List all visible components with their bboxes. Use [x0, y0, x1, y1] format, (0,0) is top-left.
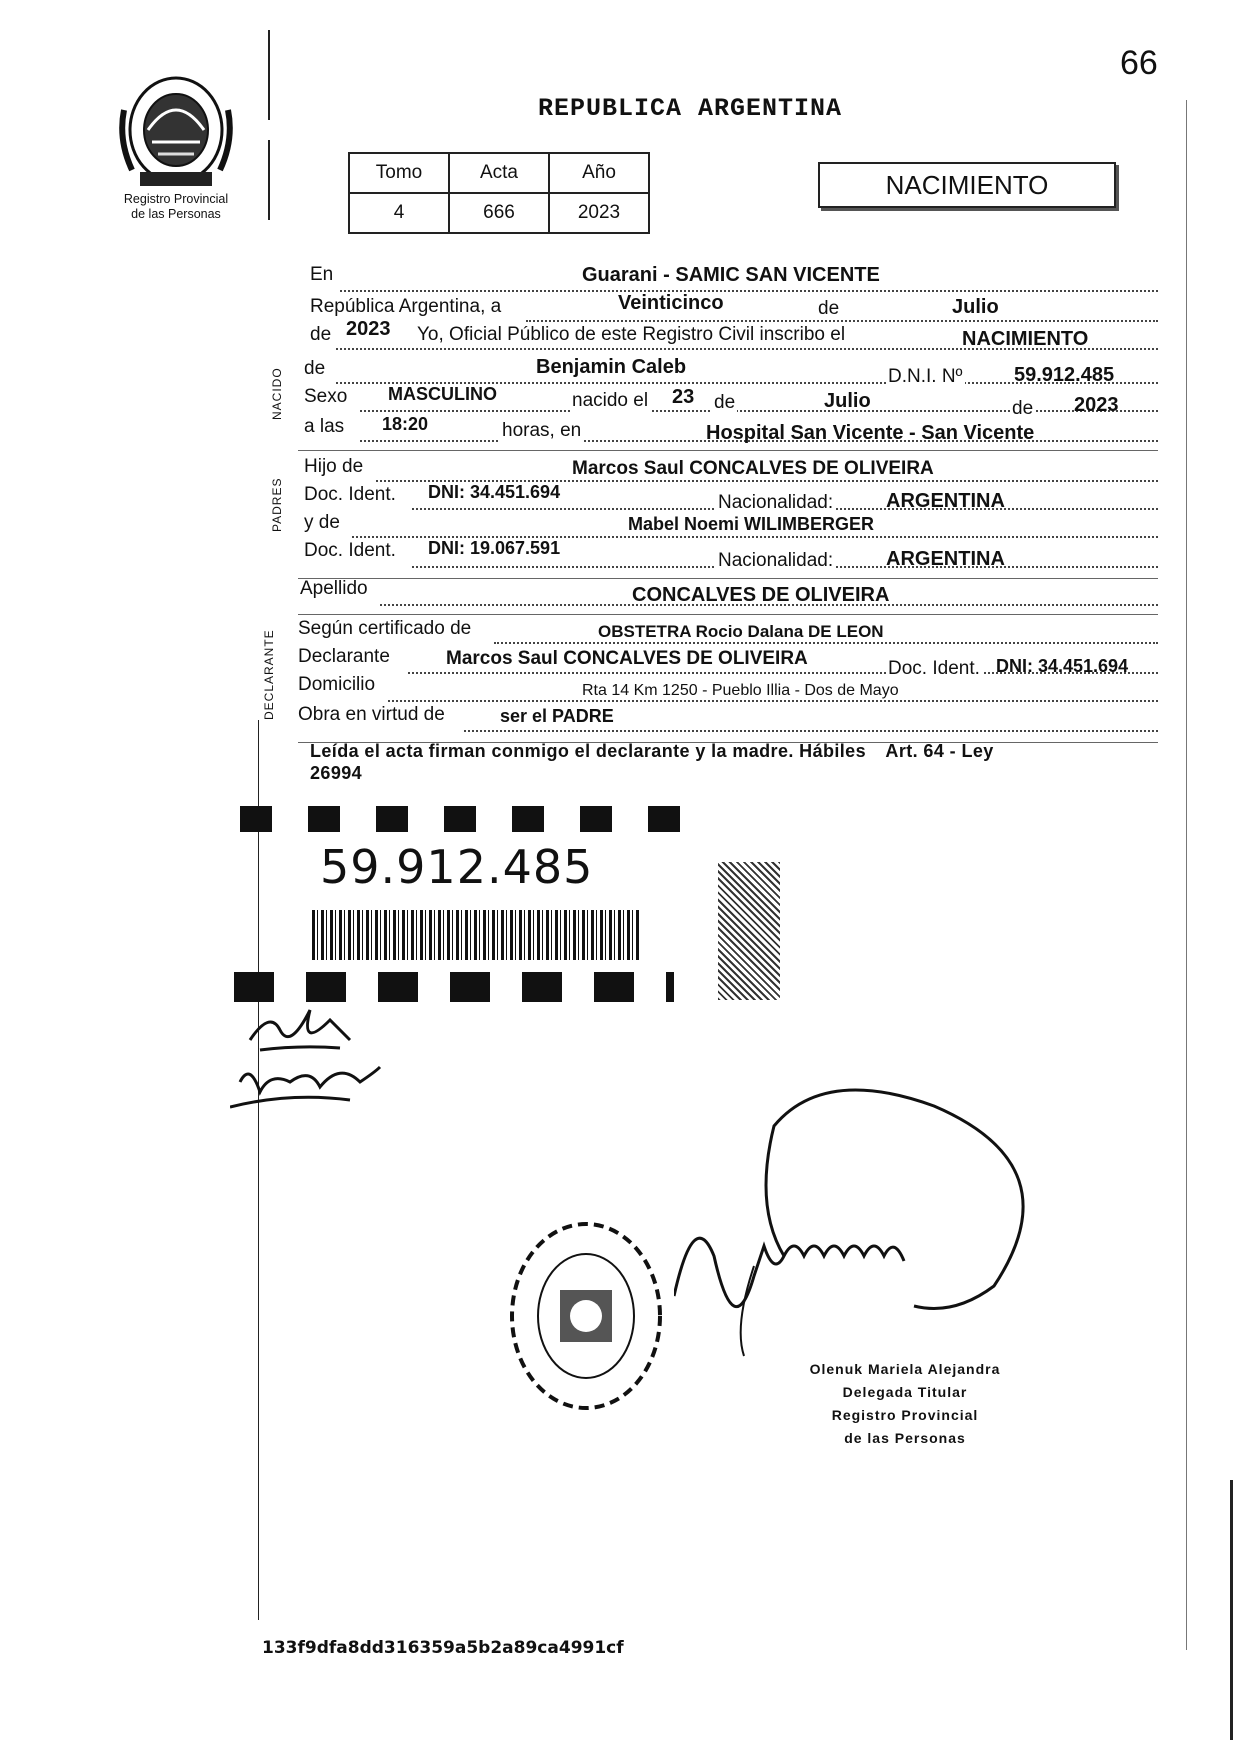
value-apellido: CONCALVES DE OLIVEIRA: [632, 584, 890, 606]
label-segun: Según certificado de: [298, 618, 472, 639]
value-domicilio: Rta 14 Km 1250 - Pueblo Illia - Dos de Mayo: [582, 682, 899, 699]
label-domicilio: Domicilio: [298, 674, 376, 695]
official-seal-stamp: [506, 1216, 666, 1416]
register-table: [348, 152, 650, 234]
dotted-line: [360, 410, 1158, 412]
value-madre-doc: DNI: 19.067.591: [428, 538, 561, 558]
left-margin-line: [268, 30, 270, 120]
official-signature-block: [780, 1358, 1030, 1450]
dotted-line: [526, 320, 1158, 322]
label-de2: de: [310, 324, 332, 345]
label-nacido-el: nacido el: [572, 390, 649, 411]
value-madre: Mabel Noemi WILIMBERGER: [628, 514, 875, 534]
side-label-declarante: DECLARANTE: [262, 629, 276, 720]
value-sexo: MASCULINO: [388, 384, 497, 404]
hologram-seal: [718, 862, 780, 1000]
label-nac1: Nacionalidad:: [718, 492, 834, 513]
official-org-line1: Registro Provincial: [831, 1407, 979, 1423]
value-nombre: Benjamin Caleb: [536, 356, 687, 378]
value-certificado: OBSTETRA Rocio Dalana DE LEON: [598, 622, 884, 641]
label-doc3: Doc. Ident.: [888, 658, 980, 679]
label-en: En: [310, 264, 334, 285]
label-de4: de: [1012, 398, 1034, 419]
closing-text: [310, 740, 1150, 784]
value-padre-nac: ARGENTINA: [886, 490, 1005, 512]
label-doc1: Doc. Ident.: [304, 484, 396, 505]
right-edge-line: [1230, 1480, 1233, 1740]
label-horas: horas, en: [502, 420, 582, 441]
label-a-las: a las: [304, 416, 345, 437]
value-hora: 18:20: [382, 414, 429, 434]
section-divider: [298, 614, 1158, 615]
page-title: REPUBLICA ARGENTINA: [538, 94, 843, 123]
page-number: 66: [1120, 44, 1158, 82]
section-divider: [298, 450, 1158, 451]
official-role: Delegada Titular: [842, 1384, 968, 1400]
right-margin-line: [1186, 100, 1187, 1650]
closing-line2: 26994: [310, 763, 363, 783]
dotted-line: [494, 642, 1158, 644]
value-dia-letras: Veinticinco: [618, 292, 724, 314]
official-org-line2: de las Personas: [844, 1430, 966, 1446]
value-lugar-nac: Hospital San Vicente - San Vicente: [706, 422, 1035, 444]
value-padre: Marcos Saul CONCALVES DE OLIVEIRA: [572, 458, 934, 479]
value-dia-nac: 23: [672, 386, 695, 408]
value-acta: 666: [449, 193, 549, 233]
side-label-padres: PADRES: [270, 477, 284, 532]
official-signature: [674, 1086, 1074, 1371]
section-divider: [298, 578, 1158, 579]
document-type-box: NACIMIENTO: [818, 162, 1116, 208]
registry-caption-line2: de las Personas: [131, 207, 221, 221]
label-obra: Obra en virtud de: [298, 704, 445, 725]
label-doc2: Doc. Ident.: [304, 540, 396, 561]
value-obra: ser el PADRE: [500, 706, 614, 726]
label-hijo-de: Hijo de: [304, 456, 364, 477]
side-label-nacido: NACIDO: [270, 367, 284, 420]
value-declarante: Marcos Saul CONCALVES DE OLIVEIRA: [446, 648, 808, 669]
value-mes: Julio: [952, 296, 999, 318]
label-y-de: y de: [304, 512, 340, 533]
sticker-number: 59.912.485: [320, 840, 594, 894]
label-republica: República Argentina, a: [310, 296, 502, 317]
dotted-line: [388, 700, 1158, 702]
value-dni: 59.912.485: [1014, 364, 1115, 386]
value-padre-doc: DNI: 34.451.694: [428, 482, 561, 502]
label-de-nombre: de: [304, 358, 326, 379]
value-anio: 2023: [549, 193, 649, 233]
value-tomo: 4: [349, 193, 449, 233]
province-emblem-logo: [118, 70, 234, 190]
label-de: de: [818, 298, 840, 319]
dotted-line: [464, 730, 1158, 732]
barcode: [312, 910, 640, 960]
label-de3: de: [714, 392, 736, 413]
value-madre-nac: ARGENTINA: [886, 548, 1005, 570]
value-declarante-doc: DNI: 34.451.694: [996, 656, 1129, 676]
value-anio: 2023: [346, 318, 391, 340]
label-dni: D.N.I. Nº: [888, 366, 963, 387]
value-mes-nac: Julio: [824, 390, 871, 412]
left-margin-line: [268, 140, 270, 220]
label-apellido: Apellido: [300, 578, 368, 599]
value-lugar: Guarani - SAMIC SAN VICENTE: [582, 264, 880, 286]
mother-signature: [230, 1052, 390, 1119]
registry-caption: [102, 192, 250, 222]
sticker-pattern-top: [240, 806, 680, 832]
closing-line1: Leída el acta firman conmigo el declarante y la madre. Hábiles: [310, 741, 867, 761]
label-sexo: Sexo: [304, 386, 348, 407]
header-acta: Acta: [449, 153, 549, 193]
label-yo: Yo, Oficial Público de este Registro Civil inscribo el: [414, 324, 848, 346]
value-acto: NACIMIENTO: [962, 328, 1089, 350]
official-name: Olenuk Mariela Alejandra: [809, 1361, 1001, 1377]
dotted-line: [340, 290, 1158, 292]
header-tomo: Tomo: [349, 153, 449, 193]
value-anio-nac: 2023: [1074, 394, 1119, 416]
registry-caption-line1: Registro Provincial: [123, 192, 229, 206]
closing-article: Art. 64 - Ley: [885, 741, 994, 761]
header-anio: Año: [549, 153, 649, 193]
dni-sticker: [240, 806, 680, 1006]
label-declarante: Declarante: [298, 646, 390, 667]
document-hash: 133f9dfa8dd316359a5b2a89ca4991cf: [262, 1638, 624, 1658]
label-nac2: Nacionalidad:: [718, 550, 834, 571]
